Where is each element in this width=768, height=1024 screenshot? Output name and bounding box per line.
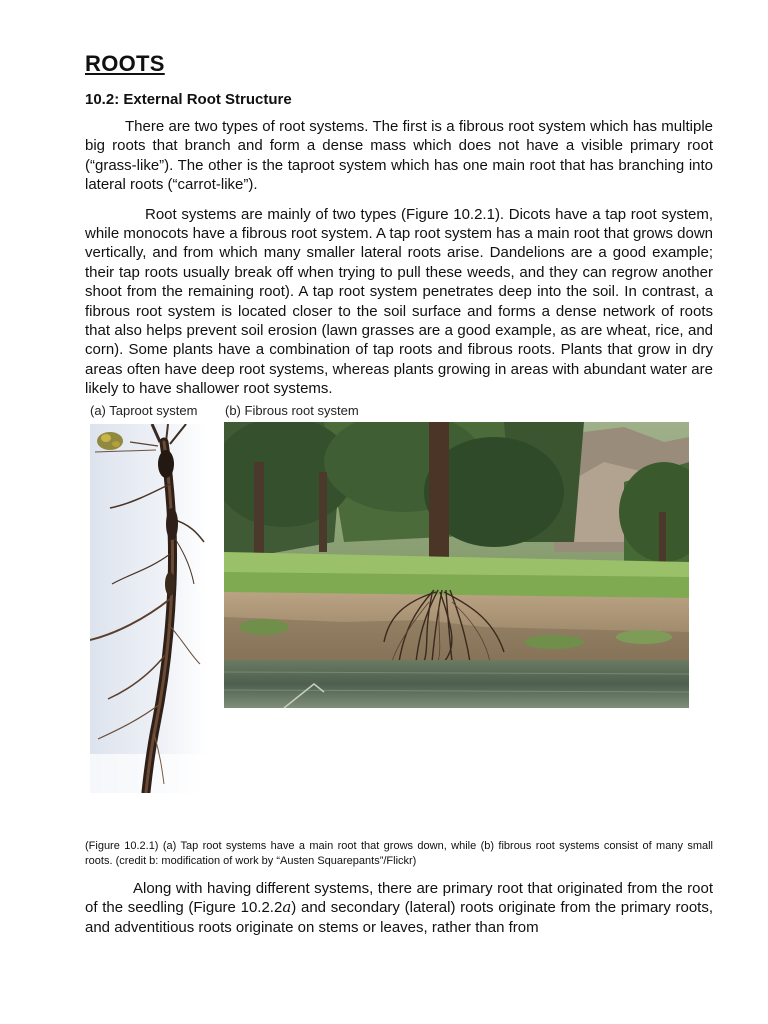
page-title: ROOTS xyxy=(85,51,165,76)
figure-caption: (Figure 10.2.1) (a) Tap root systems have a main root that grows down, while (b) fibrous root systems consist of many small roots. (credit b: modification of work by “Austen Squarepants”/Flickr) xyxy=(85,839,713,867)
paragraph-1: There are two types of root systems. The first is a fibrous root system which has multiple big roots that branch and form a dense mass which does not have a visible primary root (“grass-like”). The other is the taproot system which has one main root that has branching into lateral roots (“carrot-like”). xyxy=(85,118,713,194)
taproot-system-image xyxy=(90,424,207,793)
fibrous-root-system-image xyxy=(224,422,689,708)
paragraph-2: Root systems are mainly of two types (Figure 10.2.1). Dicots have a tap root system, while monocots have a fibrous root system. A tap root system has a main root that grows down vertically, and from which many smaller lateral roots arise. Dandelions are a good example; their tap roots usually break off when trying to pull these weeds, and they can regrow another shoot from the remaining root). A tap root system penetrates deep into the soil. In contrast, a fibrous root system is located closer to the soil surface and forms a dense network of roots that also helps prevent soil erosion (lawn grasses are a good example, as are wheat, rice, and corn). Some plants have a combination of tap roots and fibrous roots. Plants that grow in dry areas often have deep root systems, whereas plants growing in areas with abundant water are likely to have shallower root systems. xyxy=(85,205,713,398)
paragraph-3-math-a: a xyxy=(282,898,292,917)
figure-label-fibrous: (b) Fibrous root system xyxy=(225,402,359,418)
paragraph-3-text-start: Along with having different systems, there are primary root that originated from the root of the seedling (Figure 10.2.2 xyxy=(85,879,713,917)
document-content xyxy=(85,50,713,937)
figure-10-2-1 xyxy=(85,403,713,833)
paragraph-3-text-end: ) and secondary (lateral) roots originate from the primary roots, and adventitious roots originate on stems or leaves, rather than from xyxy=(85,899,714,936)
paragraph-3 xyxy=(85,879,713,937)
figure-label-taproot: (a) Taproot system xyxy=(90,402,198,418)
section-heading: 10.2: External Root Structure xyxy=(85,91,292,108)
